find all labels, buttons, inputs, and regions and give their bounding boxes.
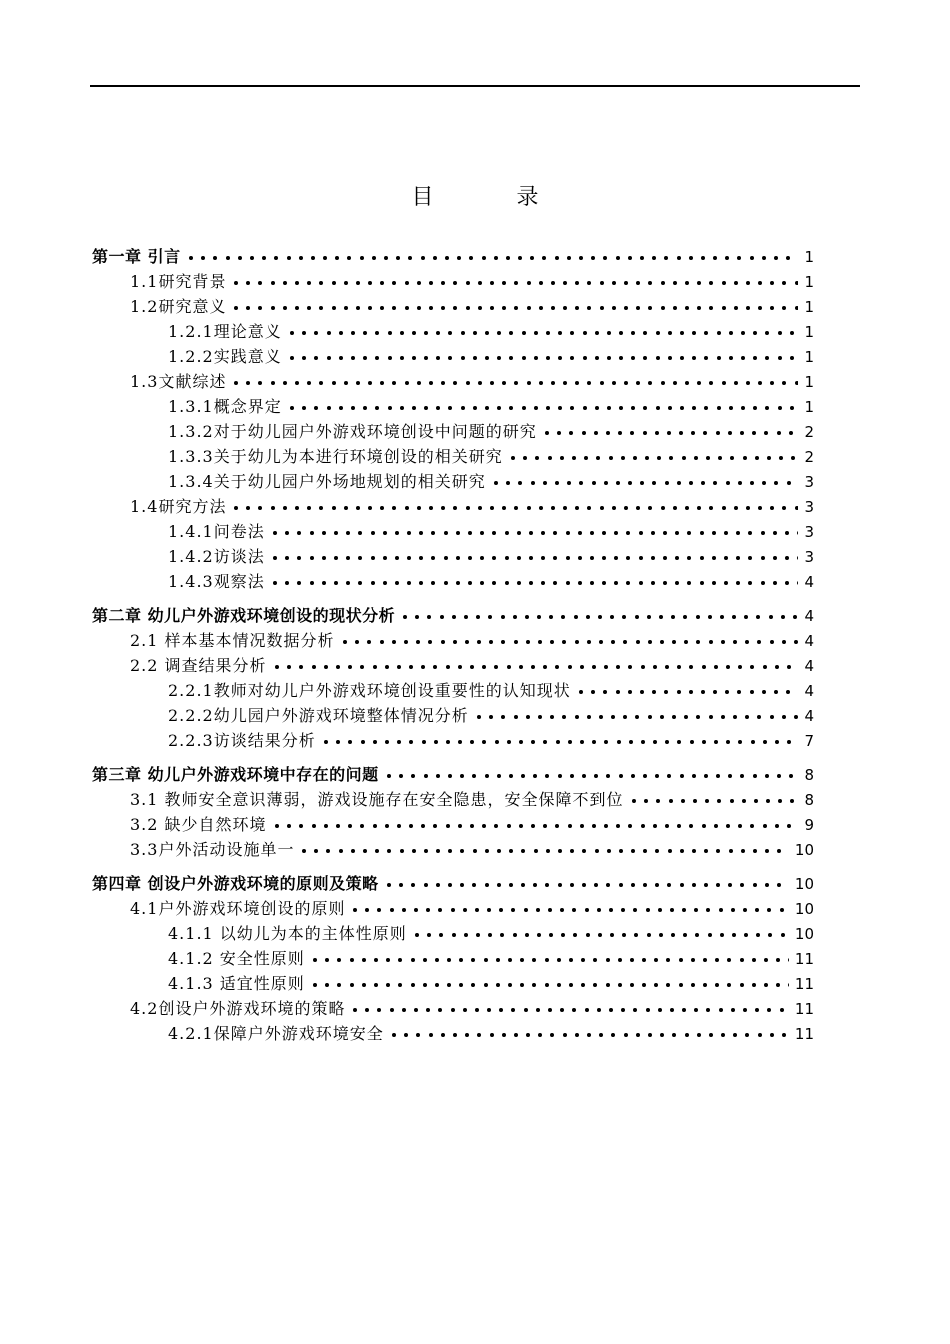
dot-leader — [579, 679, 798, 703]
toc-entry-label: 3.2 缺少自然环境 — [130, 815, 267, 834]
toc-entry-page-number: 7 — [800, 729, 814, 753]
toc-entry-page-number: 9 — [800, 813, 814, 837]
toc-entry[interactable] — [168, 320, 814, 344]
toc-entry-label: 2.2.2幼儿园户外游戏环境整体情况分析 — [168, 706, 469, 725]
toc-entry-page-number: 1 — [800, 370, 814, 394]
toc-entry-page-number: 1 — [800, 345, 814, 369]
dot-leader — [632, 788, 798, 812]
toc-entry-page-number: 11 — [791, 997, 814, 1021]
toc-entry-label: 4.2.1保障户外游戏环境安全 — [168, 1024, 384, 1043]
toc-chapter-entry[interactable] — [92, 872, 814, 896]
toc-entry-page-number: 11 — [791, 972, 814, 996]
dot-leader — [353, 997, 789, 1021]
toc-entry-page-number: 3 — [800, 470, 814, 494]
toc-entry[interactable] — [130, 495, 814, 519]
dot-leader — [415, 922, 789, 946]
toc-entry[interactable] — [168, 972, 814, 996]
toc-chapter-entry[interactable] — [92, 604, 814, 628]
toc-title: 目 录 — [411, 185, 577, 210]
toc-entry-label: 1.3文献综述 — [130, 372, 227, 391]
toc-entry-page-number: 11 — [791, 1022, 814, 1046]
dot-leader — [392, 1022, 789, 1046]
dot-leader — [302, 838, 789, 862]
toc-entry-label: 1.2.2实践意义 — [168, 347, 282, 366]
toc-entry[interactable] — [130, 629, 814, 653]
toc-entry-page-number: 1 — [800, 270, 814, 294]
toc-entry-label: 2.2.3访谈结果分析 — [168, 731, 316, 750]
toc-entry[interactable] — [130, 997, 814, 1021]
toc-entry[interactable] — [168, 345, 814, 369]
dot-leader — [403, 604, 798, 628]
toc-entry[interactable] — [168, 704, 814, 728]
dot-leader — [234, 270, 798, 294]
toc-entry-page-number: 4 — [800, 654, 814, 678]
toc-entry-label: 1.2.1理论意义 — [168, 322, 282, 341]
toc-entry-page-number: 4 — [800, 704, 814, 728]
toc-entry[interactable] — [130, 370, 814, 394]
toc-entry-label: 4.1.2 安全性原则 — [168, 949, 305, 968]
toc-entry[interactable] — [130, 295, 814, 319]
toc-entry-label: 2.2 调查结果分析 — [130, 656, 267, 675]
dot-leader — [511, 445, 798, 469]
toc-entry-label: 1.3.3关于幼儿为本进行环境创设的相关研究 — [168, 447, 503, 466]
dot-leader — [234, 495, 798, 519]
toc-entry[interactable] — [130, 838, 814, 862]
dot-leader — [477, 704, 798, 728]
dot-leader — [387, 872, 789, 896]
toc-entry-page-number: 11 — [791, 947, 814, 971]
toc-entry[interactable] — [168, 679, 814, 703]
toc-entry-label: 3.3户外活动设施单一 — [130, 840, 295, 859]
dot-leader — [494, 470, 798, 494]
toc-entry-label: 4.1户外游戏环境创设的原则 — [130, 899, 346, 918]
dot-leader — [273, 545, 798, 569]
toc-entry-label: 第四章 创设户外游戏环境的原则及策略 — [92, 874, 379, 893]
toc-entry-page-number: 2 — [800, 445, 814, 469]
toc-entry-label: 2.2.1教师对幼儿户外游戏环境创设重要性的认知现状 — [168, 681, 571, 700]
toc-entry-label: 4.1.3 适宜性原则 — [168, 974, 305, 993]
dot-leader — [275, 813, 798, 837]
dot-leader — [273, 520, 798, 544]
toc-entry-page-number: 1 — [800, 295, 814, 319]
toc-entry-page-number: 8 — [800, 763, 814, 787]
toc-entry-label: 1.4.3观察法 — [168, 572, 265, 591]
toc-entry-page-number: 3 — [800, 520, 814, 544]
toc-entry[interactable] — [168, 947, 814, 971]
toc-entry-page-number: 2 — [800, 420, 814, 444]
dot-leader — [290, 320, 798, 344]
toc-entry[interactable] — [168, 420, 814, 444]
dot-leader — [313, 972, 789, 996]
toc-entry-page-number: 4 — [800, 604, 814, 628]
toc-entry[interactable] — [168, 520, 814, 544]
toc-entry-page-number: 10 — [791, 838, 814, 862]
toc-entry[interactable] — [168, 570, 814, 594]
toc-entry[interactable] — [168, 922, 814, 946]
dot-leader — [324, 729, 798, 753]
toc-entry-page-number: 10 — [791, 922, 814, 946]
toc-entry-label: 1.4.1问卷法 — [168, 522, 265, 541]
dot-leader — [275, 654, 798, 678]
dot-leader — [545, 420, 798, 444]
toc-entry[interactable] — [168, 470, 814, 494]
toc-entry-label: 1.4研究方法 — [130, 497, 227, 516]
toc-entry[interactable] — [168, 1022, 814, 1046]
toc-chapter-entry[interactable] — [92, 763, 814, 787]
toc-entry-page-number: 4 — [800, 570, 814, 594]
toc-entry-label: 1.2研究意义 — [130, 297, 227, 316]
toc-entry-label: 第三章 幼儿户外游戏环境中存在的问题 — [92, 765, 379, 784]
dot-leader — [189, 245, 798, 269]
dot-leader — [353, 897, 789, 921]
toc-entry[interactable] — [168, 395, 814, 419]
dot-leader — [234, 370, 798, 394]
dot-leader — [290, 395, 798, 419]
toc-entry-label: 1.3.2对于幼儿园户外游戏环境创设中问题的研究 — [168, 422, 537, 441]
toc-entry-page-number: 1 — [800, 395, 814, 419]
toc-entry-label: 第一章 引言 — [92, 247, 181, 266]
toc-entry[interactable] — [130, 270, 814, 294]
toc-entry[interactable] — [130, 897, 814, 921]
toc-entry-page-number: 10 — [791, 872, 814, 896]
toc-entry-page-number: 3 — [800, 495, 814, 519]
toc-chapter-entry[interactable] — [92, 245, 814, 269]
toc-entry-label: 1.1研究背景 — [130, 272, 227, 291]
toc-entry-page-number: 4 — [800, 679, 814, 703]
dot-leader — [273, 570, 798, 594]
toc-entry-label: 1.3.1概念界定 — [168, 397, 282, 416]
toc-entry-label: 1.4.2访谈法 — [168, 547, 265, 566]
toc-entry-label: 2.1 样本基本情况数据分析 — [130, 631, 335, 650]
toc-entry-page-number: 1 — [800, 320, 814, 344]
dot-leader — [290, 345, 798, 369]
toc-entry-page-number: 8 — [800, 788, 814, 812]
toc-entry-page-number: 4 — [800, 629, 814, 653]
toc-entry-page-number: 3 — [800, 545, 814, 569]
dot-leader — [343, 629, 798, 653]
header-rule — [90, 85, 860, 87]
toc-entry-label: 4.2创设户外游戏环境的策略 — [130, 999, 346, 1018]
dot-leader — [313, 947, 789, 971]
toc-entry[interactable] — [130, 813, 814, 837]
toc-entry-label: 4.1.1 以幼儿为本的主体性原则 — [168, 924, 407, 943]
toc-entry-page-number: 1 — [800, 245, 814, 269]
toc-entry[interactable] — [168, 545, 814, 569]
toc-entry-page-number: 10 — [791, 897, 814, 921]
toc-entry-label: 第二章 幼儿户外游戏环境创设的现状分析 — [92, 606, 396, 625]
toc-entry[interactable] — [130, 788, 814, 812]
toc-entry[interactable] — [130, 654, 814, 678]
dot-leader — [234, 295, 798, 319]
toc-entry-label: 3.1 教师安全意识薄弱，游戏设施存在安全隐患，安全保障不到位 — [130, 790, 624, 809]
toc-entry-label: 1.3.4关于幼儿园户外场地规划的相关研究 — [168, 472, 486, 491]
toc-entry[interactable] — [168, 445, 814, 469]
toc-entry[interactable] — [168, 729, 814, 753]
dot-leader — [387, 763, 798, 787]
